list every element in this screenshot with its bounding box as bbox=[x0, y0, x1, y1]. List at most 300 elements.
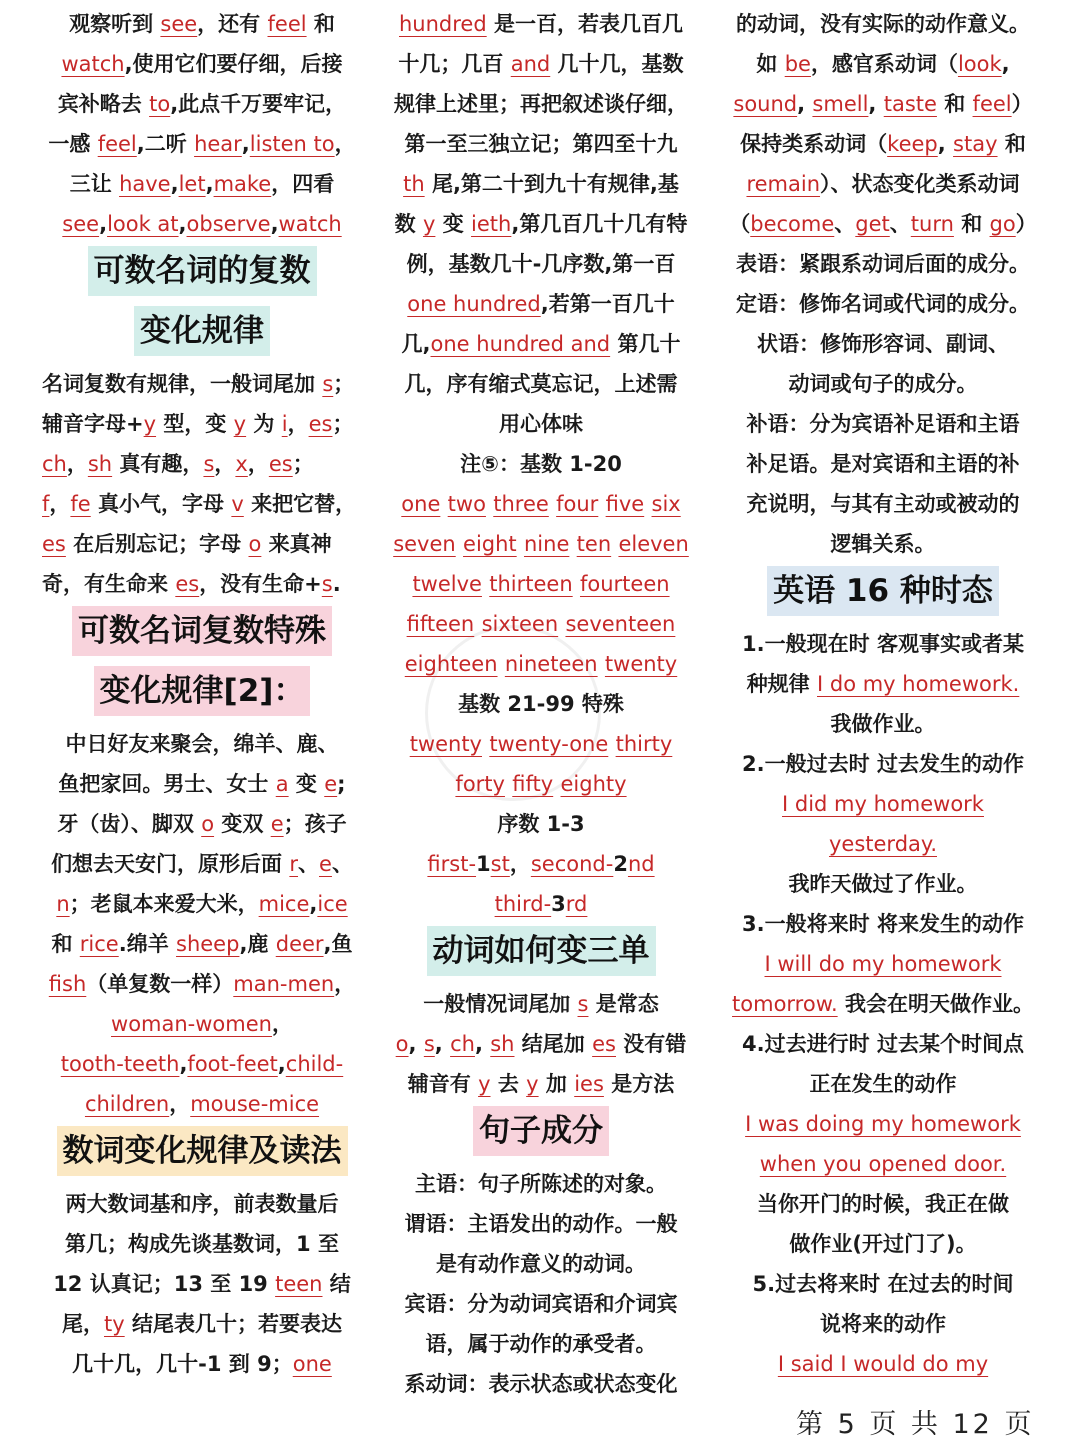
english-term: ty bbox=[104, 1312, 125, 1336]
text-segment bbox=[553, 772, 560, 796]
text-segment: 结尾加 bbox=[514, 1032, 593, 1056]
english-term: hundred bbox=[399, 12, 487, 36]
text-line bbox=[718, 1304, 1048, 1344]
english-term: watch bbox=[278, 212, 342, 236]
text-segment: 三让 bbox=[69, 172, 120, 196]
text-segment: ,二听 bbox=[136, 132, 195, 156]
text-segment: 几，序有缩式莫忘记，上述需 bbox=[404, 372, 678, 396]
text-line bbox=[718, 664, 1048, 704]
text-segment: 状语：修饰形容词、副词、 bbox=[757, 332, 1009, 356]
text-line bbox=[718, 44, 1048, 84]
english-term: one hundred and bbox=[430, 332, 611, 356]
english-term: and bbox=[510, 52, 551, 76]
text-line bbox=[718, 1024, 1048, 1064]
english-term: o bbox=[248, 532, 262, 556]
text-line bbox=[42, 884, 362, 924]
text-segment: ， bbox=[66, 452, 88, 476]
english-term: third- bbox=[494, 892, 552, 916]
text-segment: , bbox=[270, 212, 279, 236]
text-segment: 当你开门的时候，我正在做 bbox=[757, 1192, 1009, 1216]
text-segment: ，还有 bbox=[197, 12, 268, 36]
text-segment: ， bbox=[271, 1012, 293, 1036]
heading-text: 英语 16 种时态 bbox=[767, 566, 999, 616]
english-term: stay bbox=[953, 132, 998, 156]
english-term: seven bbox=[393, 532, 456, 556]
text-segment: 的动词，没有实际的动作意义。 bbox=[736, 12, 1030, 36]
english-term: i bbox=[281, 412, 288, 436]
text-segment: ,鹿 bbox=[239, 932, 276, 956]
text-segment: ， bbox=[334, 132, 356, 156]
text-segment: 是有动作意义的动词。 bbox=[436, 1252, 646, 1276]
english-term: st bbox=[490, 852, 510, 876]
english-term: taste bbox=[883, 92, 937, 116]
text-segment: 系动词：表示状态或状态变化 bbox=[404, 1372, 678, 1396]
text-segment: 宾语：分为动词宾语和介词宾 bbox=[404, 1292, 678, 1316]
english-term: twenty-one bbox=[489, 732, 609, 756]
english-term: hear bbox=[194, 132, 242, 156]
column-2 bbox=[383, 4, 699, 1404]
text-segment: 中日好友来聚会，绵羊、鹿、 bbox=[65, 732, 339, 756]
text-line bbox=[383, 524, 699, 564]
text-segment: 动词或句子的成分。 bbox=[788, 372, 978, 396]
text-segment: 主语：句子所陈述的对象。 bbox=[415, 1172, 667, 1196]
text-segment: 名词复数有规律，一般词尾加 bbox=[42, 372, 323, 396]
block-third-person bbox=[383, 984, 699, 1104]
block-irregular-plural bbox=[42, 724, 362, 1124]
text-line bbox=[383, 984, 699, 1024]
text-segment: 充说明，与其有主动或被动的 bbox=[746, 492, 1020, 516]
english-term: be bbox=[784, 52, 811, 76]
text-segment: 一般情况词尾加 bbox=[423, 992, 578, 1016]
text-segment: 我做作业。 bbox=[830, 712, 936, 736]
heading-tenses bbox=[718, 564, 1048, 624]
text-segment: 来真神 bbox=[261, 532, 332, 556]
heading-plural-rules-line2 bbox=[42, 304, 362, 364]
text-line bbox=[718, 84, 1048, 124]
english-term: fe bbox=[70, 492, 91, 516]
text-segment: 尾， bbox=[62, 1312, 104, 1336]
text-line bbox=[718, 284, 1048, 324]
heading-text: 句子成分 bbox=[473, 1106, 609, 1156]
text-segment: 和 bbox=[51, 932, 80, 956]
text-line bbox=[718, 784, 1048, 824]
text-segment: 2 bbox=[613, 852, 628, 876]
text-segment: , bbox=[797, 92, 813, 116]
text-line bbox=[383, 764, 699, 804]
text-segment: , bbox=[205, 172, 214, 196]
text-line bbox=[42, 204, 362, 244]
english-term: smell bbox=[812, 92, 869, 116]
english-term: one bbox=[292, 1352, 332, 1376]
english-term: sheep bbox=[176, 932, 240, 956]
text-segment: 注⑤：基数 1-20 bbox=[460, 452, 622, 476]
text-line bbox=[383, 364, 699, 404]
english-term: look at bbox=[107, 212, 179, 236]
english-term: twelve bbox=[412, 572, 482, 596]
text-segment: 是方法 bbox=[603, 1072, 675, 1096]
text-line bbox=[42, 364, 362, 404]
block-plural-rules bbox=[42, 364, 362, 604]
english-term: ice bbox=[317, 892, 348, 916]
text-segment: 、 bbox=[331, 852, 353, 876]
text-line bbox=[383, 484, 699, 524]
english-term: feel bbox=[972, 92, 1012, 116]
english-term: nine bbox=[523, 532, 570, 556]
text-line bbox=[383, 404, 699, 444]
text-line bbox=[718, 984, 1048, 1024]
english-term: look bbox=[957, 52, 1002, 76]
english-term: four bbox=[556, 492, 599, 516]
heading-numerals bbox=[42, 1124, 362, 1184]
text-segment: 谓语：主语发出的动作。一般 bbox=[404, 1212, 678, 1236]
english-term: y bbox=[526, 1072, 539, 1096]
english-term: f bbox=[42, 492, 50, 516]
english-term: es bbox=[308, 412, 333, 436]
english-term: five bbox=[605, 492, 645, 516]
english-term: x bbox=[235, 452, 248, 476]
english-term: observe bbox=[186, 212, 271, 236]
text-segment: 几十几，基数 bbox=[550, 52, 684, 76]
text-segment: 奇，有生命来 bbox=[42, 572, 176, 596]
text-line bbox=[42, 4, 362, 44]
text-line bbox=[42, 1344, 362, 1384]
text-segment: 加 bbox=[538, 1072, 575, 1096]
text-segment: ,鱼 bbox=[323, 932, 353, 956]
english-term: s bbox=[321, 572, 333, 596]
text-line bbox=[718, 1224, 1048, 1264]
english-term: r bbox=[289, 852, 299, 876]
text-segment: 去 bbox=[490, 1072, 527, 1096]
text-line bbox=[383, 4, 699, 44]
text-line bbox=[718, 4, 1048, 44]
text-line bbox=[383, 244, 699, 284]
heading-sentence-parts bbox=[383, 1104, 699, 1164]
text-line bbox=[718, 864, 1048, 904]
text-segment: 观察听到 bbox=[69, 12, 161, 36]
text-line bbox=[383, 1064, 699, 1104]
english-term: y bbox=[422, 212, 436, 236]
english-term: keep bbox=[887, 132, 938, 156]
text-segment: 保持类系动词（ bbox=[740, 132, 888, 156]
text-segment: , bbox=[434, 1032, 451, 1056]
text-line bbox=[42, 964, 362, 1004]
text-segment: , bbox=[179, 1052, 188, 1076]
english-term: mice bbox=[258, 892, 310, 916]
text-segment: 做作业(开过门了)。 bbox=[789, 1232, 977, 1256]
text-segment: ,使用它们要仔细，后接 bbox=[124, 52, 343, 76]
text-line bbox=[383, 1164, 699, 1204]
text-line bbox=[383, 644, 699, 684]
text-line bbox=[718, 1184, 1048, 1224]
english-term: children bbox=[84, 1092, 170, 1116]
heading-irregular-plural-line2 bbox=[42, 664, 362, 724]
text-segment: 例，基数几十-几序数,第一百 bbox=[406, 252, 676, 276]
text-segment: , bbox=[937, 132, 954, 156]
text-segment: 是一百，若表几百几 bbox=[486, 12, 683, 36]
text-line bbox=[718, 324, 1048, 364]
text-segment: ， bbox=[509, 852, 531, 876]
english-term: s bbox=[203, 452, 215, 476]
text-segment: 宾补略去 bbox=[57, 92, 150, 116]
text-segment bbox=[440, 492, 447, 516]
text-segment: 没有错 bbox=[616, 1032, 687, 1056]
text-line bbox=[42, 844, 362, 884]
english-term: deer bbox=[275, 932, 324, 956]
english-term: eighty bbox=[560, 772, 627, 796]
text-line bbox=[718, 1344, 1048, 1384]
text-segment: 和 bbox=[953, 212, 990, 236]
text-line bbox=[383, 604, 699, 644]
text-segment: ；老鼠本来爱大米， bbox=[69, 892, 259, 916]
text-segment: 几, bbox=[401, 332, 431, 356]
text-segment: 补足语。是对宾语和主语的补 bbox=[746, 452, 1020, 476]
english-term: th bbox=[403, 172, 425, 196]
text-line bbox=[42, 164, 362, 204]
text-segment: 用心体味 bbox=[499, 412, 583, 436]
text-segment: 2.一般过去时 过去发生的动作 bbox=[742, 752, 1024, 776]
english-term: sh bbox=[87, 452, 113, 476]
block-number-rules bbox=[383, 4, 699, 924]
text-segment: 来把它替， bbox=[243, 492, 357, 516]
english-term: two bbox=[447, 492, 486, 516]
text-segment: ， bbox=[247, 452, 269, 476]
text-segment: 逻辑关系。 bbox=[830, 532, 936, 556]
english-term: twenty bbox=[604, 652, 678, 676]
text-segment: 真有趣， bbox=[112, 452, 204, 476]
english-term: y bbox=[233, 412, 247, 436]
english-term: go bbox=[989, 212, 1016, 236]
english-term: watch bbox=[61, 52, 125, 76]
text-segment: 正在发生的动作 bbox=[809, 1072, 957, 1096]
english-term: rd bbox=[565, 892, 588, 916]
text-line bbox=[718, 904, 1048, 944]
text-segment: 1.一般现在时 客观事实或者某 bbox=[742, 632, 1024, 656]
english-term: I did my homework bbox=[782, 792, 984, 816]
text-segment: 规律上述里；再把叙述谈仔细， bbox=[394, 92, 688, 116]
text-segment: 第几十 bbox=[610, 332, 681, 356]
english-term: thirty bbox=[615, 732, 673, 756]
text-segment: 种规律 bbox=[746, 672, 817, 696]
english-term: es bbox=[268, 452, 293, 476]
english-term: y bbox=[478, 1072, 491, 1096]
text-line bbox=[383, 204, 699, 244]
text-segment: , bbox=[277, 1052, 286, 1076]
text-segment: ） bbox=[1011, 92, 1033, 116]
english-term: feel bbox=[97, 132, 137, 156]
english-term: e bbox=[324, 772, 338, 796]
text-line bbox=[42, 404, 362, 444]
heading-irregular-plural-line1 bbox=[42, 604, 362, 664]
english-term: rice bbox=[79, 932, 119, 956]
text-line bbox=[718, 1144, 1048, 1184]
text-segment: 十几；几百 bbox=[398, 52, 511, 76]
text-segment: , bbox=[408, 1032, 424, 1056]
text-segment: ; bbox=[337, 772, 346, 796]
text-segment: 牙（齿）、脚双 bbox=[57, 812, 202, 836]
english-term: s bbox=[322, 372, 334, 396]
english-term: when you opened door. bbox=[759, 1152, 1007, 1176]
english-term: woman-women bbox=[111, 1012, 272, 1036]
english-term: ch bbox=[42, 452, 67, 476]
english-term: thirteen bbox=[489, 572, 573, 596]
text-segment: ；孩子 bbox=[283, 812, 347, 836]
text-segment: 尾,第二十到九十有规律,基 bbox=[424, 172, 679, 196]
text-line bbox=[718, 824, 1048, 864]
text-line bbox=[718, 484, 1048, 524]
text-segment: ； bbox=[292, 452, 314, 476]
english-term: sound bbox=[733, 92, 798, 116]
english-term: es bbox=[42, 532, 66, 556]
english-term: make bbox=[213, 172, 272, 196]
text-line bbox=[718, 404, 1048, 444]
english-term: o bbox=[201, 812, 215, 836]
text-line bbox=[42, 84, 362, 124]
text-segment bbox=[573, 572, 580, 596]
heading-text: 数词变化规律及读法 bbox=[57, 1126, 348, 1176]
text-segment: , bbox=[474, 1032, 491, 1056]
text-segment: 是常态 bbox=[588, 992, 659, 1016]
text-line bbox=[718, 364, 1048, 404]
english-term: become bbox=[750, 212, 835, 236]
text-segment: 和 bbox=[997, 132, 1026, 156]
english-term: sixteen bbox=[481, 612, 559, 636]
heading-text: 动词如何变三单 bbox=[427, 926, 656, 976]
text-segment: 真小气，字母 bbox=[90, 492, 232, 516]
english-term: a bbox=[275, 772, 289, 796]
text-line bbox=[383, 1244, 699, 1284]
english-term: turn bbox=[910, 212, 954, 236]
text-segment: ，感官系动词（ bbox=[810, 52, 958, 76]
text-line bbox=[383, 84, 699, 124]
text-line bbox=[383, 324, 699, 364]
english-term: e bbox=[270, 812, 284, 836]
text-segment bbox=[598, 492, 605, 516]
text-segment: . bbox=[332, 572, 341, 596]
text-segment: , bbox=[170, 172, 179, 196]
text-line bbox=[383, 804, 699, 844]
heading-text: 变化规律 bbox=[134, 306, 270, 356]
text-line bbox=[383, 124, 699, 164]
text-segment: 3 bbox=[551, 892, 566, 916]
text-line bbox=[718, 204, 1048, 244]
text-segment: 辅音字母+ bbox=[42, 412, 144, 436]
block-sense-verbs bbox=[42, 4, 362, 244]
text-segment: 定语：修饰名词或代词的成分。 bbox=[736, 292, 1030, 316]
english-term: tooth-teeth bbox=[60, 1052, 180, 1076]
text-line bbox=[718, 1064, 1048, 1104]
text-segment: 型，变 bbox=[156, 412, 234, 436]
text-segment: 数 bbox=[394, 212, 423, 236]
text-line bbox=[718, 124, 1048, 164]
text-segment: 两大数词基和序，前表数量后 bbox=[65, 1192, 339, 1216]
text-segment bbox=[456, 532, 463, 556]
english-term: I will do my homework bbox=[764, 952, 1002, 976]
text-line bbox=[383, 44, 699, 84]
english-term: forty bbox=[455, 772, 505, 796]
text-line bbox=[42, 1044, 362, 1084]
text-segment: 12 认真记；13 至 19 bbox=[53, 1272, 276, 1296]
text-segment: （ bbox=[729, 212, 751, 236]
text-segment: , bbox=[868, 92, 884, 116]
text-segment: 我昨天做过了作业。 bbox=[788, 872, 978, 896]
english-term: es bbox=[175, 572, 200, 596]
text-segment: 和 bbox=[306, 12, 335, 36]
text-line bbox=[718, 164, 1048, 204]
english-term: one hundred bbox=[407, 292, 541, 316]
text-segment bbox=[569, 532, 576, 556]
text-segment bbox=[498, 652, 505, 676]
english-term: I was doing my homework bbox=[745, 1112, 1021, 1136]
text-segment: （单复数一样） bbox=[86, 972, 234, 996]
text-segment: 变双 bbox=[214, 812, 271, 836]
english-term: foot-feet bbox=[187, 1052, 278, 1076]
english-term: ch bbox=[450, 1032, 475, 1056]
english-term: child- bbox=[285, 1052, 344, 1076]
text-segment: ,第几百几十几有特 bbox=[511, 212, 688, 236]
heading-text: 可数名词的复数 bbox=[88, 246, 317, 296]
text-segment: , bbox=[309, 892, 318, 916]
heading-text: 变化规律[2]： bbox=[94, 666, 311, 716]
block-tenses bbox=[718, 624, 1048, 1384]
text-line bbox=[383, 444, 699, 484]
text-segment: ； bbox=[333, 372, 355, 396]
block-sentence-parts bbox=[383, 1164, 699, 1404]
text-line bbox=[42, 444, 362, 484]
text-line bbox=[42, 44, 362, 84]
english-term: fifty bbox=[512, 772, 554, 796]
text-segment: ,此点千万要牢记， bbox=[170, 92, 347, 116]
text-line bbox=[718, 244, 1048, 284]
text-segment bbox=[474, 612, 481, 636]
text-segment: 为 bbox=[246, 412, 282, 436]
block-numerals bbox=[42, 1184, 362, 1384]
text-segment: 鱼把家回。男士、女士 bbox=[58, 772, 276, 796]
text-line bbox=[42, 484, 362, 524]
english-term: nd bbox=[627, 852, 655, 876]
text-segment: ,若第一百几十 bbox=[540, 292, 675, 316]
heading-plural-rules-line1 bbox=[42, 244, 362, 304]
text-line bbox=[383, 164, 699, 204]
english-term: I do my homework. bbox=[817, 672, 1020, 696]
heading-text: 可数名词复数特殊 bbox=[72, 606, 332, 656]
text-segment bbox=[644, 492, 651, 516]
text-segment: ）、状态变化类系动词 bbox=[820, 172, 1020, 196]
text-line bbox=[383, 684, 699, 724]
text-line bbox=[42, 1264, 362, 1304]
text-line bbox=[718, 444, 1048, 484]
text-line bbox=[383, 564, 699, 604]
text-segment: 5.过去将来时 在过去的时间 bbox=[752, 1272, 1014, 1296]
english-term: have bbox=[119, 172, 171, 196]
text-line bbox=[383, 1284, 699, 1324]
text-segment: 第一至三独立记；第四至十九 bbox=[404, 132, 678, 156]
text-segment: 基数 21-99 特殊 bbox=[458, 692, 624, 716]
english-term: I said I would do my bbox=[777, 1352, 989, 1376]
english-term: nineteen bbox=[504, 652, 598, 676]
text-segment: 、 bbox=[834, 212, 856, 236]
text-segment: 、 bbox=[298, 852, 320, 876]
text-line bbox=[718, 524, 1048, 564]
text-segment: .绵羊 bbox=[118, 932, 177, 956]
text-segment: 一感 bbox=[48, 132, 98, 156]
text-segment: 几十几，几十-1 到 9； bbox=[72, 1352, 293, 1376]
text-line bbox=[42, 1224, 362, 1264]
text-line bbox=[383, 1364, 699, 1404]
text-segment: 结尾表几十；若要表达 bbox=[124, 1312, 342, 1336]
english-term: es bbox=[592, 1032, 616, 1056]
block-linking-verbs bbox=[718, 4, 1048, 564]
text-segment: ， bbox=[169, 1092, 191, 1116]
